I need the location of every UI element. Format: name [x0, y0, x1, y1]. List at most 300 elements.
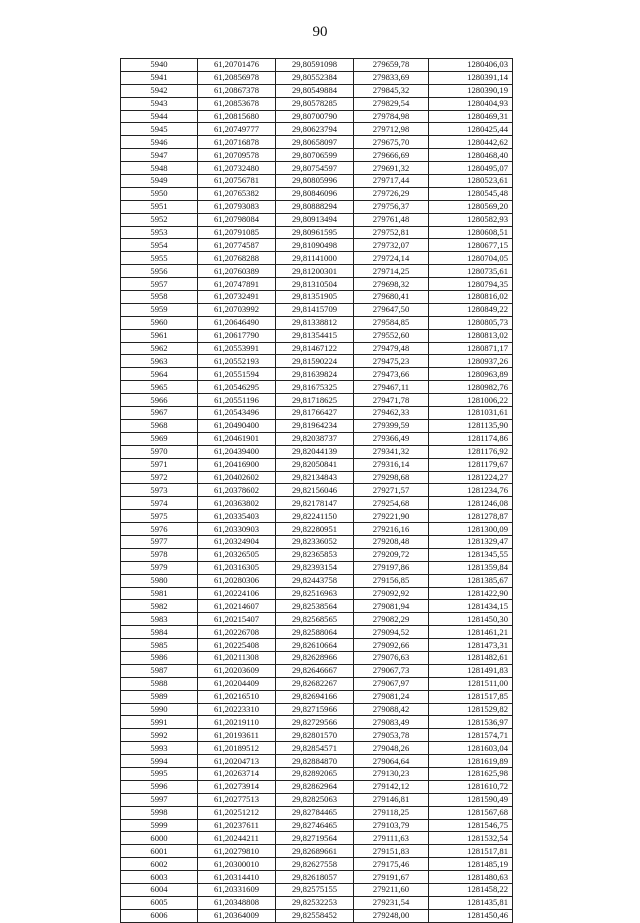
longitude-cell: 29,82280951: [276, 523, 354, 536]
latitude-cell: 61,20277513: [198, 793, 276, 806]
x-coordinate-cell: 279845,32: [354, 84, 429, 97]
y-coordinate-cell: 1280849,22: [429, 303, 513, 316]
latitude-cell: 61,20203609: [198, 664, 276, 677]
longitude-cell: 29,82801570: [276, 729, 354, 742]
table-row: [121, 858, 513, 871]
longitude-cell: 29,82694166: [276, 690, 354, 703]
y-coordinate-cell: 1281574,71: [429, 729, 513, 742]
x-coordinate-cell: 279467,11: [354, 381, 429, 394]
x-coordinate-cell: 279714,25: [354, 265, 429, 278]
y-coordinate-cell: 1280425,44: [429, 123, 513, 136]
latitude-cell: 61,20214607: [198, 600, 276, 613]
latitude-cell: 61,20335403: [198, 510, 276, 523]
table-row: [121, 613, 513, 626]
latitude-cell: 61,20279810: [198, 845, 276, 858]
point-number-cell: 5979: [121, 561, 198, 574]
x-coordinate-cell: 279726,29: [354, 187, 429, 200]
table-row: [121, 561, 513, 574]
longitude-cell: 29,81467122: [276, 342, 354, 355]
point-number-cell: 5972: [121, 471, 198, 484]
longitude-cell: 29,81766427: [276, 407, 354, 420]
longitude-cell: 29,80623794: [276, 123, 354, 136]
y-coordinate-cell: 1280495,07: [429, 162, 513, 175]
latitude-cell: 61,20551594: [198, 368, 276, 381]
table-row: [121, 278, 513, 291]
y-coordinate-cell: 1280468,40: [429, 149, 513, 162]
point-number-cell: 5977: [121, 535, 198, 548]
x-coordinate-cell: 279067,73: [354, 664, 429, 677]
x-coordinate-cell: 279094,52: [354, 626, 429, 639]
longitude-cell: 29,82646667: [276, 664, 354, 677]
point-number-cell: 5966: [121, 394, 198, 407]
table-row: [121, 703, 513, 716]
point-number-cell: 5986: [121, 651, 198, 664]
longitude-cell: 29,80700790: [276, 110, 354, 123]
latitude-cell: 61,20363802: [198, 497, 276, 510]
point-number-cell: 5969: [121, 432, 198, 445]
point-number-cell: 5951: [121, 200, 198, 213]
latitude-cell: 61,20300010: [198, 858, 276, 871]
longitude-cell: 29,80591098: [276, 59, 354, 72]
latitude-cell: 61,20251212: [198, 806, 276, 819]
x-coordinate-cell: 279471,78: [354, 394, 429, 407]
latitude-cell: 61,20219110: [198, 716, 276, 729]
latitude-cell: 61,20273914: [198, 780, 276, 793]
longitude-cell: 29,80552384: [276, 71, 354, 84]
y-coordinate-cell: 1281006,22: [429, 394, 513, 407]
y-coordinate-cell: 1280937,26: [429, 355, 513, 368]
table-row: [121, 59, 513, 72]
longitude-cell: 29,82156046: [276, 484, 354, 497]
point-number-cell: 6002: [121, 858, 198, 871]
latitude-cell: 61,20416900: [198, 458, 276, 471]
table-row: [121, 445, 513, 458]
latitude-cell: 61,20617790: [198, 329, 276, 342]
latitude-cell: 61,20439400: [198, 445, 276, 458]
point-number-cell: 5975: [121, 510, 198, 523]
x-coordinate-cell: 279647,50: [354, 303, 429, 316]
table-row: [121, 252, 513, 265]
y-coordinate-cell: 1281480,63: [429, 871, 513, 884]
point-number-cell: 5945: [121, 123, 198, 136]
x-coordinate-cell: 279732,07: [354, 239, 429, 252]
table-row: [121, 806, 513, 819]
longitude-cell: 29,80846096: [276, 187, 354, 200]
y-coordinate-cell: 1281450,30: [429, 613, 513, 626]
point-number-cell: 6005: [121, 896, 198, 909]
x-coordinate-cell: 279784,98: [354, 110, 429, 123]
point-number-cell: 5971: [121, 458, 198, 471]
point-number-cell: 5992: [121, 729, 198, 742]
point-number-cell: 5950: [121, 187, 198, 200]
y-coordinate-cell: 1280523,61: [429, 175, 513, 188]
table-row: [121, 729, 513, 742]
table-row: [121, 303, 513, 316]
point-number-cell: 5946: [121, 136, 198, 149]
point-number-cell: 6001: [121, 845, 198, 858]
longitude-cell: 29,81675325: [276, 381, 354, 394]
latitude-cell: 61,20314410: [198, 871, 276, 884]
point-number-cell: 5974: [121, 497, 198, 510]
latitude-cell: 61,20224106: [198, 587, 276, 600]
latitude-cell: 61,20324904: [198, 535, 276, 548]
table-row: [121, 149, 513, 162]
longitude-cell: 29,82443758: [276, 574, 354, 587]
y-coordinate-cell: 1281619,89: [429, 755, 513, 768]
x-coordinate-cell: 279475,23: [354, 355, 429, 368]
x-coordinate-cell: 279298,68: [354, 471, 429, 484]
x-coordinate-cell: 279254,68: [354, 497, 429, 510]
x-coordinate-cell: 279829,54: [354, 97, 429, 110]
y-coordinate-cell: 1281135,90: [429, 419, 513, 432]
table-row: [121, 316, 513, 329]
latitude-cell: 61,20853678: [198, 97, 276, 110]
latitude-cell: 61,20791085: [198, 226, 276, 239]
table-row: [121, 329, 513, 342]
y-coordinate-cell: 1280963,89: [429, 368, 513, 381]
y-coordinate-cell: 1280391,14: [429, 71, 513, 84]
y-coordinate-cell: 1281031,61: [429, 407, 513, 420]
y-coordinate-cell: 1281458,22: [429, 884, 513, 897]
x-coordinate-cell: 279067,97: [354, 677, 429, 690]
longitude-cell: 29,80658097: [276, 136, 354, 149]
point-number-cell: 5998: [121, 806, 198, 819]
latitude-cell: 61,20732491: [198, 291, 276, 304]
x-coordinate-cell: 279197,86: [354, 561, 429, 574]
x-coordinate-cell: 279191,67: [354, 871, 429, 884]
table-row: [121, 896, 513, 909]
table-row: [121, 342, 513, 355]
latitude-cell: 61,20316305: [198, 561, 276, 574]
longitude-cell: 29,82336052: [276, 535, 354, 548]
latitude-cell: 61,20326505: [198, 548, 276, 561]
point-number-cell: 5944: [121, 110, 198, 123]
longitude-cell: 29,82393154: [276, 561, 354, 574]
y-coordinate-cell: 1281300,09: [429, 523, 513, 536]
x-coordinate-cell: 279216,16: [354, 523, 429, 536]
y-coordinate-cell: 1281485,19: [429, 858, 513, 871]
x-coordinate-cell: 279316,14: [354, 458, 429, 471]
y-coordinate-cell: 1281329,47: [429, 535, 513, 548]
point-number-cell: 5990: [121, 703, 198, 716]
latitude-cell: 61,20402602: [198, 471, 276, 484]
x-coordinate-cell: 279341,32: [354, 445, 429, 458]
longitude-cell: 29,81590224: [276, 355, 354, 368]
table-row: [121, 71, 513, 84]
y-coordinate-cell: 1280545,48: [429, 187, 513, 200]
y-coordinate-cell: 1280469,31: [429, 110, 513, 123]
point-number-cell: 5996: [121, 780, 198, 793]
latitude-cell: 61,20331609: [198, 884, 276, 897]
latitude-cell: 61,20244211: [198, 832, 276, 845]
y-coordinate-cell: 1280442,62: [429, 136, 513, 149]
x-coordinate-cell: 279271,57: [354, 484, 429, 497]
latitude-cell: 61,20490400: [198, 419, 276, 432]
longitude-cell: 29,82825063: [276, 793, 354, 806]
point-number-cell: 5961: [121, 329, 198, 342]
table-row: [121, 523, 513, 536]
y-coordinate-cell: 1281529,82: [429, 703, 513, 716]
latitude-cell: 61,20204713: [198, 755, 276, 768]
point-number-cell: 5957: [121, 278, 198, 291]
latitude-cell: 61,20215407: [198, 613, 276, 626]
y-coordinate-cell: 1281567,68: [429, 806, 513, 819]
y-coordinate-cell: 1281461,21: [429, 626, 513, 639]
table-row: [121, 84, 513, 97]
point-number-cell: 5987: [121, 664, 198, 677]
table-row: [121, 355, 513, 368]
latitude-cell: 61,20216510: [198, 690, 276, 703]
longitude-cell: 29,82862964: [276, 780, 354, 793]
point-number-cell: 5968: [121, 419, 198, 432]
latitude-cell: 61,20189512: [198, 742, 276, 755]
point-number-cell: 5985: [121, 639, 198, 652]
longitude-cell: 29,82682267: [276, 677, 354, 690]
table-row: [121, 97, 513, 110]
y-coordinate-cell: 1280390,19: [429, 84, 513, 97]
point-number-cell: 5962: [121, 342, 198, 355]
y-coordinate-cell: 1281536,97: [429, 716, 513, 729]
x-coordinate-cell: 279118,25: [354, 806, 429, 819]
latitude-cell: 61,20280306: [198, 574, 276, 587]
longitude-cell: 29,80805996: [276, 175, 354, 188]
x-coordinate-cell: 279248,00: [354, 909, 429, 922]
y-coordinate-cell: 1280805,73: [429, 316, 513, 329]
y-coordinate-cell: 1281625,98: [429, 767, 513, 780]
latitude-cell: 61,20551196: [198, 394, 276, 407]
longitude-cell: 29,82365853: [276, 548, 354, 561]
point-number-cell: 5948: [121, 162, 198, 175]
longitude-cell: 29,82628966: [276, 651, 354, 664]
x-coordinate-cell: 279083,49: [354, 716, 429, 729]
table-row: [121, 548, 513, 561]
latitude-cell: 61,20263714: [198, 767, 276, 780]
point-number-cell: 5991: [121, 716, 198, 729]
table-row: [121, 484, 513, 497]
longitude-cell: 29,82689661: [276, 845, 354, 858]
point-number-cell: 5952: [121, 213, 198, 226]
table-row: [121, 497, 513, 510]
point-number-cell: 5980: [121, 574, 198, 587]
x-coordinate-cell: 279092,92: [354, 587, 429, 600]
point-number-cell: 5984: [121, 626, 198, 639]
point-number-cell: 5953: [121, 226, 198, 239]
point-number-cell: 5989: [121, 690, 198, 703]
longitude-cell: 29,82892065: [276, 767, 354, 780]
coordinates-table-body: [121, 59, 513, 923]
longitude-cell: 29,81090498: [276, 239, 354, 252]
y-coordinate-cell: 1280569,20: [429, 200, 513, 213]
x-coordinate-cell: 279552,60: [354, 329, 429, 342]
x-coordinate-cell: 279053,78: [354, 729, 429, 742]
longitude-cell: 29,81338812: [276, 316, 354, 329]
x-coordinate-cell: 279142,12: [354, 780, 429, 793]
x-coordinate-cell: 279111,63: [354, 832, 429, 845]
y-coordinate-cell: 1281511,00: [429, 677, 513, 690]
table-row: [121, 123, 513, 136]
y-coordinate-cell: 1280871,17: [429, 342, 513, 355]
point-number-cell: 5970: [121, 445, 198, 458]
y-coordinate-cell: 1281450,46: [429, 909, 513, 922]
table-row: [121, 471, 513, 484]
x-coordinate-cell: 279211,60: [354, 884, 429, 897]
y-coordinate-cell: 1280735,61: [429, 265, 513, 278]
table-row: [121, 884, 513, 897]
latitude-cell: 61,20793083: [198, 200, 276, 213]
x-coordinate-cell: 279473,66: [354, 368, 429, 381]
point-number-cell: 5941: [121, 71, 198, 84]
table-row: [121, 535, 513, 548]
y-coordinate-cell: 1280813,02: [429, 329, 513, 342]
latitude-cell: 61,20867378: [198, 84, 276, 97]
longitude-cell: 29,81200301: [276, 265, 354, 278]
longitude-cell: 29,81639824: [276, 368, 354, 381]
table-row: [121, 767, 513, 780]
x-coordinate-cell: 279146,81: [354, 793, 429, 806]
point-number-cell: 5959: [121, 303, 198, 316]
point-number-cell: 5994: [121, 755, 198, 768]
point-number-cell: 5942: [121, 84, 198, 97]
x-coordinate-cell: 279103,79: [354, 819, 429, 832]
y-coordinate-cell: 1280704,05: [429, 252, 513, 265]
longitude-cell: 29,82854571: [276, 742, 354, 755]
x-coordinate-cell: 279208,48: [354, 535, 429, 548]
longitude-cell: 29,82719564: [276, 832, 354, 845]
x-coordinate-cell: 279175,46: [354, 858, 429, 871]
x-coordinate-cell: 279082,29: [354, 613, 429, 626]
longitude-cell: 29,82558452: [276, 909, 354, 922]
table-row: [121, 664, 513, 677]
x-coordinate-cell: 279717,44: [354, 175, 429, 188]
longitude-cell: 29,81354415: [276, 329, 354, 342]
point-number-cell: 5960: [121, 316, 198, 329]
longitude-cell: 29,80549884: [276, 84, 354, 97]
x-coordinate-cell: 279081,94: [354, 600, 429, 613]
table-row: [121, 639, 513, 652]
longitude-cell: 29,82729566: [276, 716, 354, 729]
table-row: [121, 394, 513, 407]
latitude-cell: 61,20709578: [198, 149, 276, 162]
y-coordinate-cell: 1281434,15: [429, 600, 513, 613]
latitude-cell: 61,20768288: [198, 252, 276, 265]
table-row: [121, 677, 513, 690]
longitude-cell: 29,82178147: [276, 497, 354, 510]
point-number-cell: 6003: [121, 871, 198, 884]
y-coordinate-cell: 1281517,81: [429, 845, 513, 858]
table-row: [121, 574, 513, 587]
longitude-cell: 29,82538564: [276, 600, 354, 613]
point-number-cell: 5976: [121, 523, 198, 536]
longitude-cell: 29,80913494: [276, 213, 354, 226]
y-coordinate-cell: 1281610,72: [429, 780, 513, 793]
latitude-cell: 61,20543496: [198, 407, 276, 420]
longitude-cell: 29,81964234: [276, 419, 354, 432]
x-coordinate-cell: 279712,98: [354, 123, 429, 136]
longitude-cell: 29,80754597: [276, 162, 354, 175]
table-row: [121, 368, 513, 381]
latitude-cell: 61,20747891: [198, 278, 276, 291]
y-coordinate-cell: 1281491,83: [429, 664, 513, 677]
latitude-cell: 61,20856978: [198, 71, 276, 84]
table-row: [121, 432, 513, 445]
table-row: [121, 587, 513, 600]
point-number-cell: 5999: [121, 819, 198, 832]
latitude-cell: 61,20703992: [198, 303, 276, 316]
point-number-cell: 5997: [121, 793, 198, 806]
longitude-cell: 29,82516963: [276, 587, 354, 600]
longitude-cell: 29,82050841: [276, 458, 354, 471]
y-coordinate-cell: 1281176,92: [429, 445, 513, 458]
x-coordinate-cell: 279076,63: [354, 651, 429, 664]
table-row: [121, 200, 513, 213]
table-row: [121, 419, 513, 432]
latitude-cell: 61,20211308: [198, 651, 276, 664]
longitude-cell: 29,82884870: [276, 755, 354, 768]
longitude-cell: 29,82715966: [276, 703, 354, 716]
y-coordinate-cell: 1281234,76: [429, 484, 513, 497]
point-number-cell: 5955: [121, 252, 198, 265]
point-number-cell: 5947: [121, 149, 198, 162]
x-coordinate-cell: 279151,83: [354, 845, 429, 858]
latitude-cell: 61,20204409: [198, 677, 276, 690]
page-number: 90: [312, 24, 328, 40]
table-row: [121, 291, 513, 304]
y-coordinate-cell: 1281385,67: [429, 574, 513, 587]
point-number-cell: 5954: [121, 239, 198, 252]
table-row: [121, 226, 513, 239]
point-number-cell: 5982: [121, 600, 198, 613]
latitude-cell: 61,20553991: [198, 342, 276, 355]
x-coordinate-cell: 279209,72: [354, 548, 429, 561]
longitude-cell: 29,80706599: [276, 149, 354, 162]
x-coordinate-cell: 279081,24: [354, 690, 429, 703]
point-number-cell: 5981: [121, 587, 198, 600]
x-coordinate-cell: 279666,69: [354, 149, 429, 162]
longitude-cell: 29,82134843: [276, 471, 354, 484]
longitude-cell: 29,81718625: [276, 394, 354, 407]
x-coordinate-cell: 279691,32: [354, 162, 429, 175]
table-row: [121, 265, 513, 278]
x-coordinate-cell: 279048,26: [354, 742, 429, 755]
longitude-cell: 29,81415709: [276, 303, 354, 316]
point-number-cell: 6004: [121, 884, 198, 897]
x-coordinate-cell: 279156,85: [354, 574, 429, 587]
latitude-cell: 61,20225408: [198, 639, 276, 652]
y-coordinate-cell: 1281278,87: [429, 510, 513, 523]
latitude-cell: 61,20330903: [198, 523, 276, 536]
x-coordinate-cell: 279680,41: [354, 291, 429, 304]
x-coordinate-cell: 279088,42: [354, 703, 429, 716]
y-coordinate-cell: 1281473,31: [429, 639, 513, 652]
table-row: [121, 187, 513, 200]
y-coordinate-cell: 1281174,86: [429, 432, 513, 445]
x-coordinate-cell: 279584,85: [354, 316, 429, 329]
longitude-cell: 29,82038737: [276, 432, 354, 445]
y-coordinate-cell: 1281246,08: [429, 497, 513, 510]
y-coordinate-cell: 1280608,51: [429, 226, 513, 239]
y-coordinate-cell: 1281546,75: [429, 819, 513, 832]
x-coordinate-cell: 279833,69: [354, 71, 429, 84]
latitude-cell: 61,20461901: [198, 432, 276, 445]
latitude-cell: 61,20732480: [198, 162, 276, 175]
point-number-cell: 5964: [121, 368, 198, 381]
point-number-cell: 5940: [121, 59, 198, 72]
latitude-cell: 61,20765382: [198, 187, 276, 200]
point-number-cell: 5965: [121, 381, 198, 394]
longitude-cell: 29,82568565: [276, 613, 354, 626]
latitude-cell: 61,20193611: [198, 729, 276, 742]
y-coordinate-cell: 1281590,49: [429, 793, 513, 806]
